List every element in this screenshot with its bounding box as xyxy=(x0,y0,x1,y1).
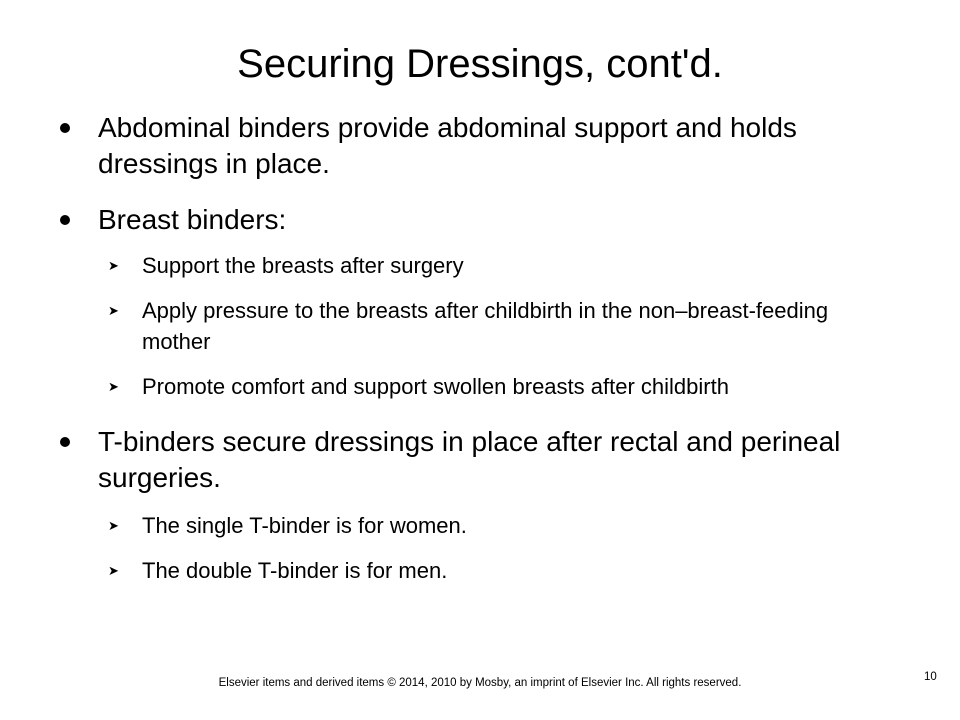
subbullet-text: The single T-binder is for women. xyxy=(142,513,467,538)
page-number: 10 xyxy=(924,671,937,683)
arrowhead-bullet-icon: ➤ xyxy=(108,518,119,533)
subbullet-double-t-binder xyxy=(58,555,878,586)
bullet-dot-icon xyxy=(60,123,70,133)
subbullet-promote-comfort xyxy=(58,371,878,402)
bullet-text: T-binders secure dressings in place after rectal and perineal surgeries. xyxy=(98,426,841,493)
bullet-abdominal-binders xyxy=(58,110,878,182)
bullet-dot-icon xyxy=(60,437,70,447)
subbullet-support-breasts xyxy=(58,250,878,281)
subbullet-single-t-binder xyxy=(58,510,878,541)
bullet-text: Breast binders: xyxy=(98,204,287,235)
subbullet-text: Promote comfort and support swollen breasts after childbirth xyxy=(142,374,729,399)
bullet-breast-binders xyxy=(58,202,878,238)
bullet-t-binders xyxy=(58,424,878,496)
subbullet-text: Support the breasts after surgery xyxy=(142,253,464,278)
slide-title: Securing Dressings, cont'd. xyxy=(237,42,723,86)
bullet-dot-icon xyxy=(60,215,70,225)
copyright-footer: Elsevier items and derived items © 2014, 2010 by Mosby, an imprint of Elsevier Inc. All rights reserved. xyxy=(218,677,742,689)
subbullet-text: Apply pressure to the breasts after childbirth in the non–breast-feeding mother xyxy=(142,298,829,354)
arrowhead-bullet-icon: ➤ xyxy=(108,379,119,394)
slide-content xyxy=(58,110,878,586)
bullet-text: Abdominal binders provide abdominal support and holds dressings in place. xyxy=(98,112,797,179)
arrowhead-bullet-icon: ➤ xyxy=(108,563,119,578)
subbullet-apply-pressure xyxy=(58,295,878,357)
arrowhead-bullet-icon: ➤ xyxy=(108,258,119,273)
subbullet-text: The double T-binder is for men. xyxy=(142,558,448,583)
arrowhead-bullet-icon: ➤ xyxy=(108,303,119,318)
